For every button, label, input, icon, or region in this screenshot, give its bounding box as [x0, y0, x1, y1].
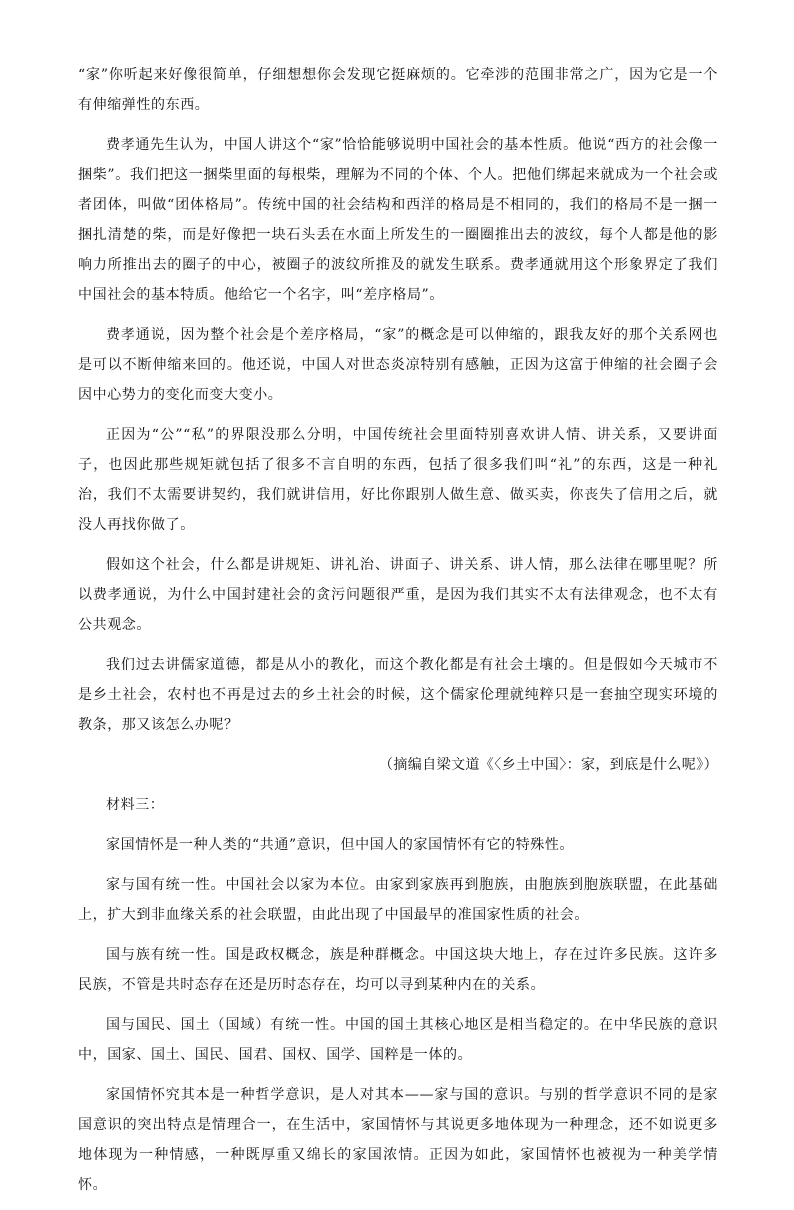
paragraph-2: 费孝通先生认为，中国人讲这个“家”恰恰能够说明中国社会的基本性质。他说“西方的社会像一捆柴”。我们把这一捆柴里面的每根柴，理解为不同的个体、个人。把他们绑起来就成为一个社会或者团体，叫做“团体格局”。传统中国的社会结构和西洋的格局是不相同的，我们的格局不是一捆一捆扎清楚的柴，而是好像把一块石头丢在水面上所发生的一圈圈推出去的波纹，每个人都是他的影响力所推出去的圈子的中心，被圈子的波纹所推及的就发生联系。费孝通就用这个形象界定了我们中国社会的基本特质。他给它一个名字，叫“差序格局”。 [78, 137, 718, 303]
material-label: 材料三： [106, 797, 165, 813]
paragraph-6: 我们过去讲儒家道德，都是从小的教化，而这个教化都是有社会土壤的。但是假如今天城市不是乡土社会，农村也不再是过去的乡土社会的时候，这个儒家伦理就纯粹只是一套抽空现实环境的教条，那又该怎么办呢？ [78, 657, 718, 733]
paragraph-3: 费孝通说，因为整个社会是个差序格局，“家”的概念是可以伸缩的，跟我友好的那个关系网也是可以不断伸缩来回的。他还说，中国人对世态炎凉特别有感触，正因为这富于伸缩的社会圈子会因中心势力的变化而变大变小。 [78, 327, 718, 403]
document-page [78, 60, 718, 1210]
material3-paragraph-4: 国与国民、国土（国域）有统一性。中国的国土其核心地区是相当稳定的。在中华民族的意识中，国家、国土、国民、国君、国权、国学、国粹是一体的。 [78, 1017, 718, 1063]
material3-paragraph-3: 国与族有统一性。国是政权概念，族是种群概念。中国这块大地上，存在过许多民族。这许多民族，不管是共时态存在还是历时态存在，均可以寻到某种内在的关系。 [78, 947, 718, 993]
material3-paragraph-1: 家国情怀是一种人类的“共通”意识，但中国人的家国情怀有它的特殊性。 [106, 837, 575, 853]
paragraph-1: “家”你听起来好像很简单，仔细想想你会发现它挺麻烦的。它牵涉的范围非常之广，因为它是一个有伸缩弹性的东西。 [78, 67, 718, 113]
paragraph-4: 正因为“公”“私”的界限没那么分明，中国传统社会里面特别喜欢讲人情、讲关系，又要讲面子，也因此那些规矩就包括了很多不言自明的东西，包括了很多我们叫“礼”的东西，这是一种礼治，我们不太需要讲契约，我们就讲信用，好比你跟别人做生意、做买卖，你丧失了信用之后，就没人再找你做了。 [78, 427, 718, 533]
source-citation: （摘编自梁文道《〈乡土中国〉：家，到底是什么呢》） [379, 757, 718, 773]
material3-paragraph-5: 家国情怀究其本是一种哲学意识，是人对其本——家与国的意识。与别的哲学意识不同的是家国意识的突出特点是情理合一，在生活中，家国情怀与其说更多地体现为一种理念，还不如说更多地体现为一种情感，一种既厚重又绵长的家国浓情。正因为如此，家国情怀也被视为一种美学情怀。 [78, 1087, 718, 1193]
paragraph-5: 假如这个社会，什么都是讲规矩、讲礼治、讲面子、讲关系、讲人情，那么法律在哪里呢？所以费孝通说，为什么中国封建社会的贪污问题很严重，是因为我们其实不太有法律观念，也不太有公共观念。 [78, 557, 718, 633]
material3-paragraph-2: 家与国有统一性。中国社会以家为本位。由家到家族再到胞族，由胞族到胞族联盟，在此基础上，扩大到非血缘关系的社会联盟，由此出现了中国最早的准国家性质的社会。 [78, 877, 718, 923]
